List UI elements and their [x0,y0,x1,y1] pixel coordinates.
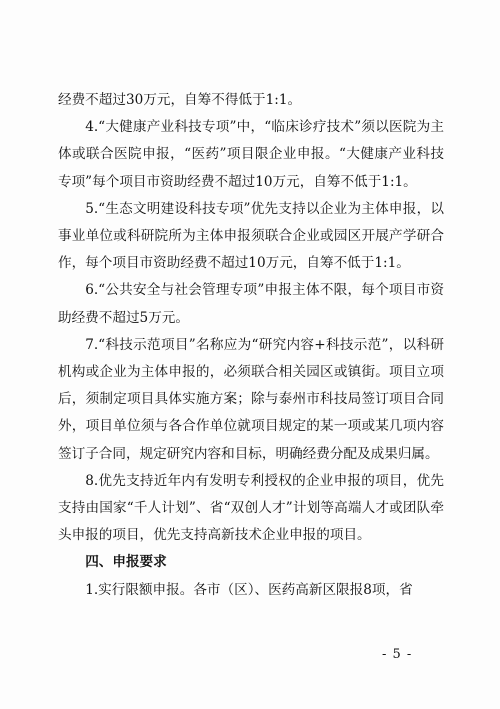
page-number: - 5 - [382,647,413,662]
paragraph-continuation: 经费不超过30万元，自筹不得低于1:1。 [58,92,302,108]
paragraph-requirement-1: 1.实行限额申报。各市（区）、医药高新区限报8项，省 [85,581,413,598]
section-heading: 四、申报要求 [85,554,167,571]
paragraph-item-4: 4.“大健康产业科技专项”中，“临床诊疗技术”须以医院为主体或联合医院申报，“医药”项目限企业申报。“大健康产业科技专项”每个项目市资助经费不超过10万元，自筹不低于1:1。 [58,119,444,190]
paragraph-item-8: 8.优先支持近年内有发明专利授权的企业申报的项目，优先支持由国家“千人计划”、省“双创人才”计划等高端人才或团队牵头申报的项目，优先支持高新技术企业申报的项目。 [58,472,444,544]
document-body [58,87,444,604]
paragraph-item-6: 6.“公共安全与社会管理专项”申报主体不限，每个项目市资助经费不超过5万元。 [58,282,444,326]
paragraph-item-5: 5.“生态文明建设科技专项”优先支持以企业为主体申报，以事业单位或科研院所为主体申报须联合企业或园区开展产学研合作，每个项目市资助经费不超过10万元，自筹不低于1:1。 [58,200,444,272]
paragraph-item-7: 7.“科技示范项目”名称应为“研究内容+科技示范”，以科研机构或企业为主体申报的，必须联合相关园区或镇街。项目立项后，须制定项目具体实施方案；除与泰州市科技局签订项目合同外，项目单位须与各合作单位就项目规定的某一项或某几项内容签订子合同，规定研究内容和目标，明确经费分配及成果归属。 [58,336,444,462]
